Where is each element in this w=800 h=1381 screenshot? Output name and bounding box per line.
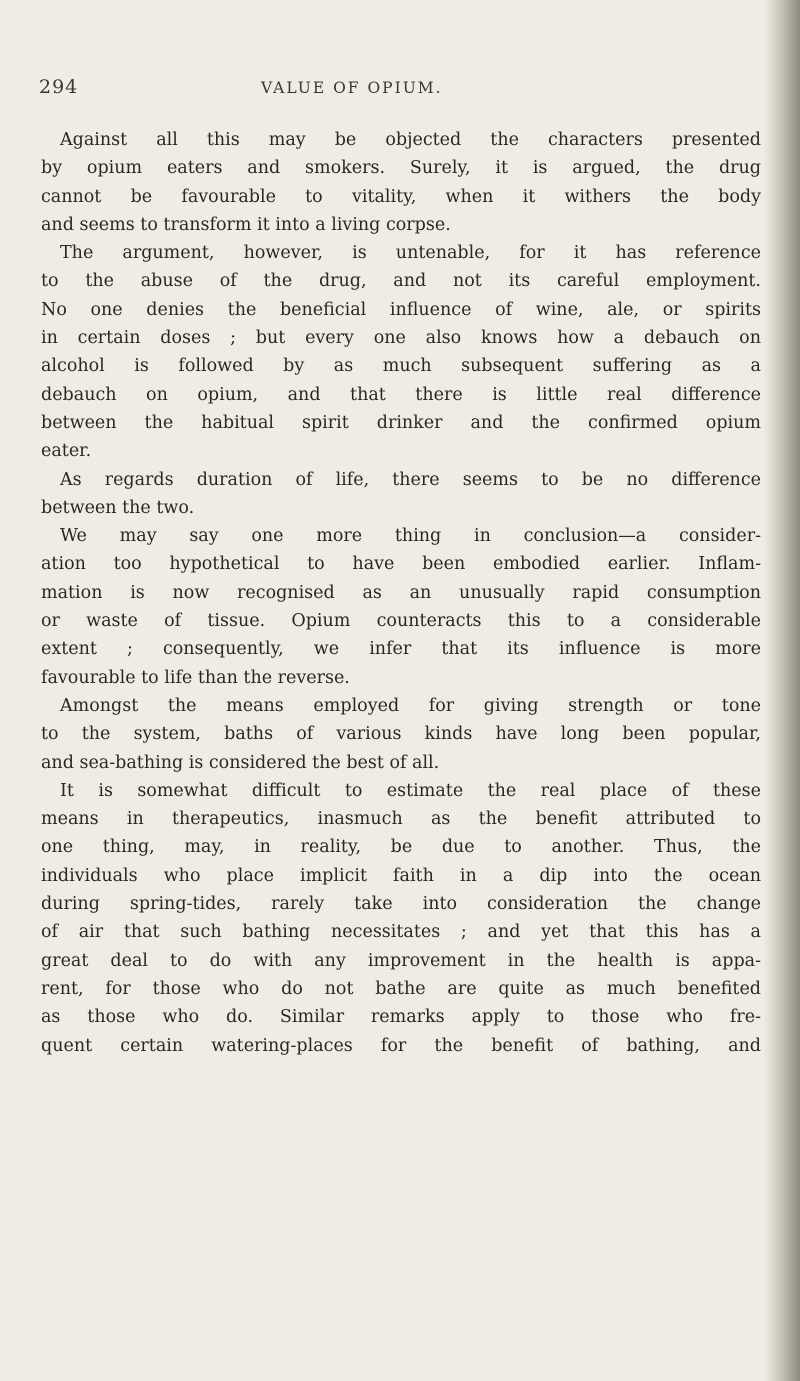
page-header (39, 76, 759, 106)
text-line: great deal to do with any improvement in the health is appa- (41, 950, 761, 971)
text-line: cannot be favourable to vitality, when it withers the body (41, 186, 761, 207)
text-line: No one denies the beneficial influence of wine, ale, or spirits (41, 299, 761, 320)
text-line: and sea-bathing is considered the best of all. (41, 752, 440, 773)
text-line: We may say one more thing in conclusion—a consider- (60, 526, 761, 547)
text-line: individuals who place implicit faith in a dip into the ocean (41, 865, 761, 886)
text-line: as those who do. Similar remarks apply to those who fre- (41, 1007, 761, 1028)
text-line: one thing, may, in reality, be due to another. Thus, the (41, 837, 761, 858)
text-line: favourable to life than the reverse. (41, 667, 350, 688)
text-line: extent ; consequently, we infer that its influence is more (41, 639, 761, 660)
page-number: 294 (39, 76, 79, 98)
text-line: mation is now recognised as an unusually rapid consumption (41, 582, 761, 603)
text-line: between the two. (41, 497, 195, 518)
text-line: debauch on opium, and that there is little real difference (41, 384, 761, 405)
page-edge-shadow (764, 0, 800, 1381)
text-line: by opium eaters and smokers. Surely, it is argued, the drug (41, 158, 761, 179)
text-line: Against all this may be objected the characters presented (60, 130, 761, 150)
text-line: quent certain watering-places for the benefit of bathing, and (41, 1035, 761, 1056)
text-line: of air that such bathing necessitates ; and yet that this has a (41, 922, 761, 943)
running-title: VALUE OF OPIUM. (261, 79, 443, 97)
text-line: rent, for those who do not bathe are quite as much benefited (41, 978, 761, 999)
text-line: to the abuse of the drug, and not its careful employment. (41, 271, 761, 292)
text-line: eater. (41, 441, 92, 462)
text-line: alcohol is followed by as much subsequent suffering as a (41, 356, 761, 377)
text-line: The argument, however, is untenable, for it has reference (60, 243, 761, 264)
text-line: As regards duration of life, there seems to be no difference (60, 469, 761, 490)
text-line: between the habitual spirit drinker and the confirmed opium (41, 412, 761, 433)
text-line: during spring-tides, rarely take into consideration the change (41, 894, 761, 915)
text-line: It is somewhat difficult to estimate the real place of these (60, 780, 761, 801)
text-line: Amongst the means employed for giving strength or tone (60, 695, 761, 716)
text-line: in certain doses ; but every one also knows how a debauch on (41, 328, 761, 349)
text-line: or waste of tissue. Opium counteracts this to a considerable (41, 611, 761, 632)
text-line: to the system, baths of various kinds have long been popular, (41, 724, 761, 745)
text-line: means in therapeutics, inasmuch as the benefit attributed to (41, 809, 761, 830)
text-line: ation too hypothetical to have been embodied earlier. Inflam- (41, 554, 761, 575)
text-line: and seems to transform it into a living corpse. (41, 214, 451, 235)
body-text (41, 126, 761, 1060)
